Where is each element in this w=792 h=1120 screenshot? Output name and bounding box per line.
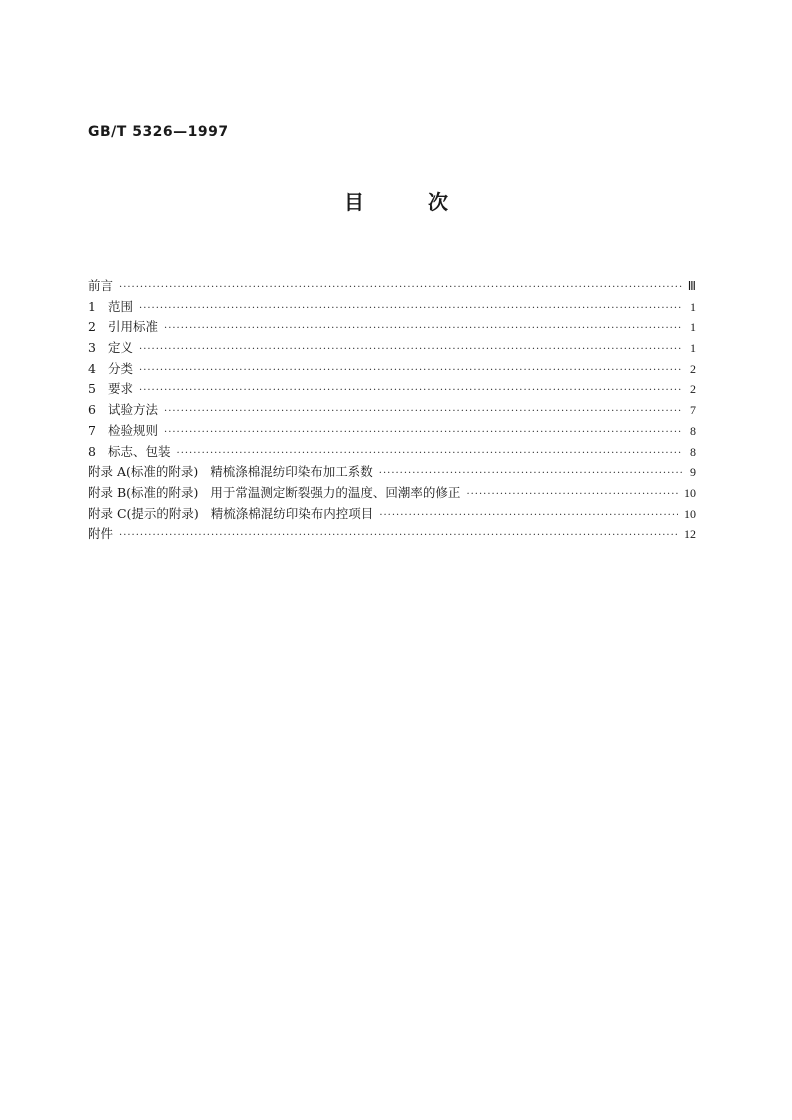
toc-entry-page: 8 — [690, 423, 696, 438]
toc-entry-number: 6 — [88, 402, 96, 418]
toc-entry[interactable] — [88, 276, 696, 297]
toc-entry-label — [108, 359, 133, 380]
toc-entry[interactable] — [88, 379, 696, 400]
standard-code: GB/T 5326—1997 — [88, 124, 229, 140]
toc-entry-number: 2 — [88, 319, 96, 335]
toc-leader-dots — [164, 423, 682, 444]
toc-entry-title: 定义 — [108, 340, 134, 356]
toc-leader-dots — [139, 299, 682, 320]
page-title — [0, 186, 792, 215]
toc-entry[interactable] — [88, 317, 696, 338]
toc-leader-dots — [164, 402, 682, 423]
table-of-contents — [88, 276, 696, 545]
toc-leader-dots — [164, 319, 682, 340]
toc-entry[interactable] — [88, 442, 696, 463]
toc-entry-number: 4 — [88, 360, 96, 376]
toc-entry-number: 5 — [88, 381, 96, 397]
toc-entry-label — [108, 338, 133, 359]
toc-leader-dots — [119, 526, 678, 547]
toc-entry[interactable] — [88, 400, 696, 421]
toc-entry-label — [108, 442, 171, 463]
toc-leader-dots — [177, 444, 682, 465]
toc-entry-label — [108, 317, 158, 338]
toc-leader-dots — [139, 340, 682, 361]
toc-entry-page: 1 — [690, 299, 696, 314]
toc-entry[interactable] — [88, 338, 696, 359]
toc-leader-dots — [466, 485, 678, 506]
toc-entry-page: 10 — [684, 485, 696, 500]
toc-entry[interactable] — [88, 359, 696, 380]
toc-entry[interactable] — [88, 297, 696, 318]
toc-entry-page: 1 — [690, 341, 696, 356]
toc-entry-label — [108, 379, 133, 400]
toc-entry-title: 前言 — [88, 278, 114, 293]
toc-entry-title: 引用标准 — [108, 319, 159, 335]
toc-entry-subtitle: 精梳涤棉混纺印染布内控项目 — [210, 505, 374, 521]
toc-entry-title: 附件 — [88, 526, 114, 542]
toc-entry-label — [88, 504, 373, 525]
toc-entry-page: Ⅲ — [687, 279, 696, 293]
toc-leader-dots — [379, 464, 682, 485]
toc-leader-dots — [119, 278, 682, 299]
toc-leader-dots — [139, 361, 682, 382]
toc-entry-number: 3 — [88, 340, 96, 356]
toc-entry[interactable] — [88, 524, 696, 545]
toc-entry-label — [88, 483, 460, 504]
toc-entry[interactable] — [88, 421, 696, 442]
toc-entry-page: 10 — [684, 506, 696, 521]
toc-entry-page: 7 — [690, 403, 696, 418]
toc-entry-title: 附录 B(标准的附录) — [88, 484, 199, 500]
toc-entry-page: 8 — [690, 444, 696, 459]
toc-entry-title: 要求 — [108, 381, 134, 397]
toc-leader-dots — [139, 381, 682, 402]
toc-entry-label — [108, 297, 133, 318]
toc-leader-dots — [379, 506, 678, 527]
title-part-2: 次 — [428, 190, 448, 214]
toc-entry-title: 试验方法 — [108, 402, 159, 418]
toc-entry-title: 检验规则 — [108, 422, 159, 438]
toc-entry-title: 范围 — [108, 298, 134, 314]
toc-entry-page: 2 — [690, 361, 696, 376]
toc-entry[interactable] — [88, 462, 696, 483]
toc-entry-subtitle: 精梳涤棉混纺印染布加工系数 — [210, 464, 373, 480]
toc-entry-page: 2 — [690, 382, 696, 397]
toc-entry-title: 附录 C(提示的附录) — [88, 505, 199, 521]
toc-entry-title: 标志、包装 — [108, 443, 171, 459]
toc-entry-title: 分类 — [108, 360, 134, 376]
toc-entry-label — [88, 462, 373, 483]
toc-entry-page: 1 — [690, 320, 696, 335]
toc-entry-number: 1 — [88, 298, 96, 314]
toc-entry[interactable] — [88, 483, 696, 504]
toc-entry-number: 8 — [88, 443, 96, 459]
toc-entry-subtitle: 用于常温测定断裂强力的温度、回潮率的修正 — [210, 484, 461, 500]
toc-entry[interactable] — [88, 504, 696, 525]
toc-entry-label — [108, 400, 158, 421]
toc-entry-label — [88, 276, 113, 297]
toc-entry-label — [88, 524, 113, 545]
toc-entry-page: 12 — [684, 527, 696, 542]
toc-entry-page: 9 — [690, 465, 696, 480]
toc-entry-title: 附录 A(标准的附录) — [88, 464, 199, 480]
toc-entry-number: 7 — [88, 422, 96, 438]
title-part-1: 目 — [344, 190, 364, 214]
toc-entry-label — [108, 421, 158, 442]
